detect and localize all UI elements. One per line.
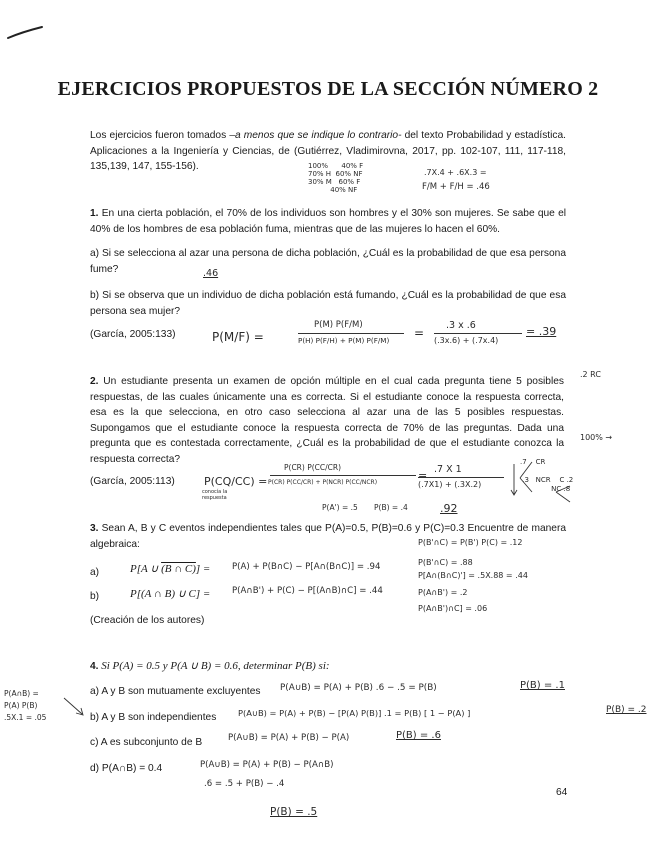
tree-lines-q2 <box>506 452 596 512</box>
formula-1-den: P(H) P(F/H) + P(M) P(F/M) <box>298 336 390 345</box>
question-3b-expr: P[(A ∩ B) ∪ C] = <box>130 588 211 600</box>
page-title: EJERCICIOS PROPUESTOS DE LA SECCIÓN NÚMERO 2 <box>57 78 599 100</box>
question-4a: a) A y B son mutuamente excluyentes <box>90 686 261 697</box>
work-4a: P(A∪B) = P(A) + P(B) .6 − .5 = P(B) <box>280 683 437 693</box>
margin-note-4: P(A∩B) = P(A) P(B) .5X.1 = .05 <box>4 689 47 722</box>
hand-tree-q2: .7 CR .3 NCR C .2 NC .8 <box>520 458 574 493</box>
answer-1b: = .39 <box>526 325 557 338</box>
work-3a: P(A) + P(B∩C) − P[A∩(B∩C)] = .94 <box>232 562 381 572</box>
answer-4a: P(B) = .1 <box>520 680 565 691</box>
formula-2-eq: = <box>418 469 428 482</box>
answer-4b: P(B) = .2 <box>606 705 647 715</box>
formula-2-num2: .7 X 1 <box>434 464 462 475</box>
fraction-bar-2b <box>418 477 504 478</box>
question-3a-expr: P[A ∪ (B ∩ C)] = <box>130 563 211 575</box>
formula-1-den2: (.3x.6) + (.7x.4) <box>434 336 499 345</box>
answer-2: .92 <box>440 502 458 515</box>
question-4: 4. Si P(A) = 0.5 y P(A ∪ B) = 0.6, determinar P(B) si: <box>90 660 330 672</box>
hand-fm-q1: F/M + F/H = .46 <box>422 182 490 192</box>
question-1a: a) Si se selecciona al azar una persona de dicha población, ¿Cuál es la probabilidad de que esa persona fume? <box>90 248 566 275</box>
work-3b: P(A∩B') + P(C) − P[(A∩B)∩C] = .44 <box>232 586 383 596</box>
answer-4c: P(B) = .6 <box>396 730 441 741</box>
question-2: 2. Un estudiante presenta un examen de opción múltiple en el cual cada pregunta tiene 5 posibles respuestas, de las cuales únicamente una es correcta. Si el estudiante conoce la respuesta correcta, esa es la que selecciona, en otro caso selecciona al azar una de las 5 posibles respuestas. Supongamos que el estudiante conoce la respuesta correcta de 70% de las preguntas. Dada una pregunta que es contestada correctamente, ¿Cuál es la probabilidad de que el estudiante conozca la respuesta correcta? <box>90 376 564 465</box>
fraction-bar-1 <box>298 333 404 334</box>
formula-1-num2: .3 x .6 <box>446 320 476 331</box>
citation-1: (García, 2005:133) <box>90 329 176 340</box>
work-4c: P(A∪B) = P(A) + P(B) − P(A) <box>228 733 350 743</box>
hand-side-3-5: P(A∩B')∩C] = .06 <box>418 604 488 613</box>
answer-4d: P(B) = .5 <box>270 806 318 818</box>
question-1b: b) Si se observa que un individuo de dicha población está fumando, ¿Cuál es la probabilidad de que esa persona sea mujer? <box>90 290 566 317</box>
formula-1-num: P(M) P(F/M) <box>314 320 363 330</box>
intro-paragraph: Los ejercicios fueron tomados –a menos que se indique lo contrario- del texto Probabilidad y estadística. Aplicaciones a la Ingeniería y Ciencias, de (Gutiérrez, Vladimirovna, 2017, pp. 102-107, 111, 117-118, 135,139, 147, 155-156). <box>90 130 566 172</box>
formula-1-eq: = <box>414 326 425 340</box>
hand-calc-q1: .7X.4 + .6X.3 = <box>424 168 487 177</box>
answer-1a: .46 <box>203 268 219 279</box>
formula-2-num: P(CR) P(CC/CR) <box>284 463 342 472</box>
question-3a-label: a) <box>90 567 100 578</box>
pen-stroke-mark <box>0 0 80 50</box>
formula-2-lhs: P(CQ/CC) = <box>204 475 268 488</box>
page-number: 64 <box>556 787 568 798</box>
fraction-bar-1b <box>434 333 522 334</box>
hand-side-3-1: P(B'∩C) = P(B') P(C) = .12 <box>418 538 523 547</box>
citation-2: (García, 2005:113) <box>90 476 175 487</box>
credit-3: (Creación de los autores) <box>90 615 205 626</box>
question-3b-label: b) <box>90 591 100 602</box>
formula-2-sub: conocía la respuesta <box>202 489 228 501</box>
fraction-bar-2 <box>270 475 416 476</box>
hand-tree-q1: 100% 40% F 70% H 60% NF 30% M 60% F 40% NF <box>308 162 364 194</box>
work-4b: P(A∪B) = P(A) + P(B) − [P(A) P(B)] .1 = P(B) [ 1 − P(A) ] <box>238 708 471 718</box>
hand-side-3-4: P(A∩B') = .2 <box>418 588 468 597</box>
formula-1-lhs: P(M/F) = <box>212 330 264 344</box>
hand-side-2b: 100% → <box>580 433 613 442</box>
hand-pa-prime: P(A') = .5 <box>322 503 358 512</box>
hand-side-2a: .2 RC <box>580 370 601 379</box>
question-1: 1. En una cierta población, el 70% de los individuos son hombres y el 30% son mujeres. Se sabe que el 40% de los hombres de esa población fuma, mientras que de las mujeres lo hacen el 60%. <box>90 208 566 235</box>
margin-arrow-4 <box>62 694 92 724</box>
question-4b: b) A y B son independientes <box>90 712 217 723</box>
formula-2-den2: (.7X1) + (.3X.2) <box>418 480 482 489</box>
question-4c: c) A es subconjunto de B <box>90 737 203 748</box>
question-4d: d) P(A∩B) = 0.4 <box>90 763 163 774</box>
hand-side-3-3: P[A∩(B∩C)'] = .5X.88 = .44 <box>418 571 528 580</box>
formula-2-den: P(CR) P(CC/CR) + P(NCR) P(CC/NCR) <box>268 479 378 486</box>
hand-pb: P(B) = .4 <box>374 503 408 512</box>
work-4d-1: P(A∪B) = P(A) + P(B) − P(A∩B) <box>200 760 334 770</box>
hand-side-3-2: P(B'∩C) = .88 <box>418 558 473 567</box>
work-4d-2: .6 = .5 + P(B) − .4 <box>204 779 285 789</box>
question-3: 3. Sean A, B y C eventos independientes tales que P(A)=0.5, P(B)=0.6 y P(C)=0.3 Encuentre de manera algebraica: <box>90 523 566 550</box>
